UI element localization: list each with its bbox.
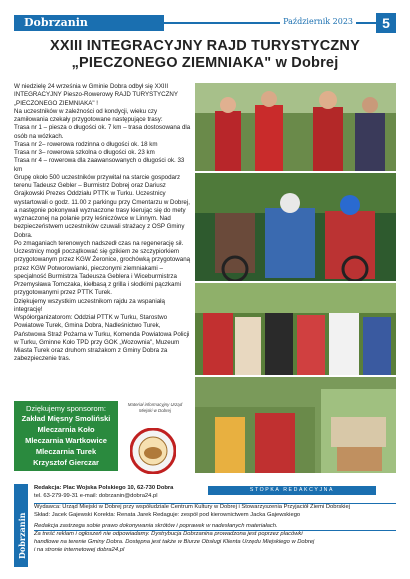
article-title [14,38,396,72]
page-number: 5 [376,13,396,33]
header-section-name: Dobrzanin [24,16,88,29]
stopka-label: STOPKA REDAKCYJNA [208,486,376,495]
sponsor-name: Mleczarnia Turek [35,447,97,456]
paragraph: Współorganizatorom: Oddział PTTK w Turku, Starostwo Powiatowe Turek, Gmina Dobra, Nadleśnictwo Turek, Państwowa Straż Pożarna w Turku, Komenda Powiatowa Policji w Turku, Gminne Koło TPD przy GOK „Wozownia", Muzeum Miasta Turek oraz druhom strażakom z Gminy Dobra za zabezpieczenie tras. [14,314,190,363]
footer-publisher: Wydawca: Urząd Miejski w Dobrej przy współudziale Centrum Kultury w Dobrej i Stowarzyszenia Przyjaciół Ziemi Dobrskiej [34,504,350,510]
photo-group [195,283,396,375]
footer-side-label: Dobrzanin [17,512,27,559]
title-line-1: XXIII INTEGRACYJNY RAJD TURYSTYCZNY [50,38,360,54]
footer-note: i na stronie internetowej dobra24.pl [34,547,125,553]
sponsor-name: Zakład Mięsny Smoliński [21,414,111,423]
logo-caption: Materiał informacyjny Urząd Miejski w Dobrej [127,402,183,413]
sponsor-name: Mleczarnia Wartkowice [25,436,107,445]
sponsor-name: Krzysztof Gierczar [33,458,99,467]
paragraph: Trasa nr 2– rowerowa rodzinna o długości ok. 18 km [14,140,158,148]
paragraph: Na uczestników w zależności od kondycji, wieku czy zamiłowania czekały przygotowane następujące trasy: [14,107,163,123]
paragraph: Po zmaganiach terenowych nadszedł czas na regenerację sił. Uczestnicy mogli początkować się gzikiem ze szczypiorkiem przygotowanym przez KGW Żeronice, grochówką przygotowaną przez KGW Potworowianki, pieczonymi ziemniakami – specjalność Burmistrza Tadeusza Geblera i Wiceburmistrza Przemysława Tomczaka, kiełbasą z grilla i słodkimi pączkami przygotowanymi przez PTTK Turek. [14,239,191,297]
photo-officials [195,83,396,171]
paragraph: Trasa nr 1 – piesza o długości ok. 7 km – trasa dostosowana dla osób na wózkach. [14,124,191,140]
footer-credits: Skład: Jacek Gajewski Korekta: Renata Jarek Redaguje: zespół pod kierownictwem Jacka Gajewskiego [34,512,301,518]
rally-logo-icon [130,428,176,474]
sponsor-name: Mleczarnia Koło [37,425,95,434]
sponsors-box [14,401,118,471]
footer-note: handlowe na terenie Gminy Dobra. Dostępna jest także w Biurze Obsługi Klienta Urzędu Miejskiego w Dobrej [34,539,315,545]
footer-note: Za treść reklam i ogłoszeń nie odpowiadamy. Dystrybucja Dobrzanina prowadzona jest poprzez placówki [34,531,303,537]
paragraph: Trasa nr 3– rowerowa szkolna o długości ok. 23 km [14,149,155,156]
photo-cyclists [195,173,396,281]
paragraph: Dziękujemy wszystkim uczestnikom rajdu za wspaniałą integrację! [14,297,165,313]
sponsors-heading: Dziękujemy sponsorom: [25,404,107,413]
header-date: Październik 2023 [280,17,356,26]
paragraph: W niedzielę 24 września w Gminie Dobra odbył się XXIII INTEGRACYJNY Pieszo-Rowerowy RAJD TURYSTYCZNY „PIECZONEGO ZIEMNIAKA" ! [14,83,178,107]
footer-address: Redakcja: Plac Wojska Polskiego 10, 62-730 Dobra [34,485,174,491]
article-text [14,83,192,364]
footer-side-tab [14,484,28,567]
paragraph: Trasa nr 4 – rowerowa dla zaawansowanych o długości ok. 33 km [14,157,185,173]
photo-food [195,377,396,473]
editorial-footer [14,484,396,567]
paragraph: Grupę około 500 uczestników przywitał na starcie gospodarz terenu Tadeusz Gebler – Burmistrz Dobrej oraz Dariusz Grajkowski Prezes Oddziału PTTK w Turku. Uczestnicy wystartowali o godz. 11.00 z parkingu przy Cmentarzu w Dobrej, a następnie pokonywali wyznaczone trasy kierując się do mety wyznaczonej na polanie przy leśniczówce w Linnym. Nad bezpieczeństwem uczestników czuwali strażacy z OSP Gminy Dobra. [14,173,190,239]
footer-note: Redakcja zastrzega sobie prawo dokonywania skrótów i poprawek w nadesłanych materiałach. [34,523,278,529]
footer-contact: tel. 63-279-99-31 e-mail: dobrzanin@dobra24.pl [34,493,158,499]
page-header [14,15,396,31]
title-line-2: „PIECZONEGO ZIEMNIAKA" w Dobrej [71,55,339,71]
header-section-tab [14,15,164,31]
footer-divider [34,530,396,531]
footer-divider [34,503,396,504]
